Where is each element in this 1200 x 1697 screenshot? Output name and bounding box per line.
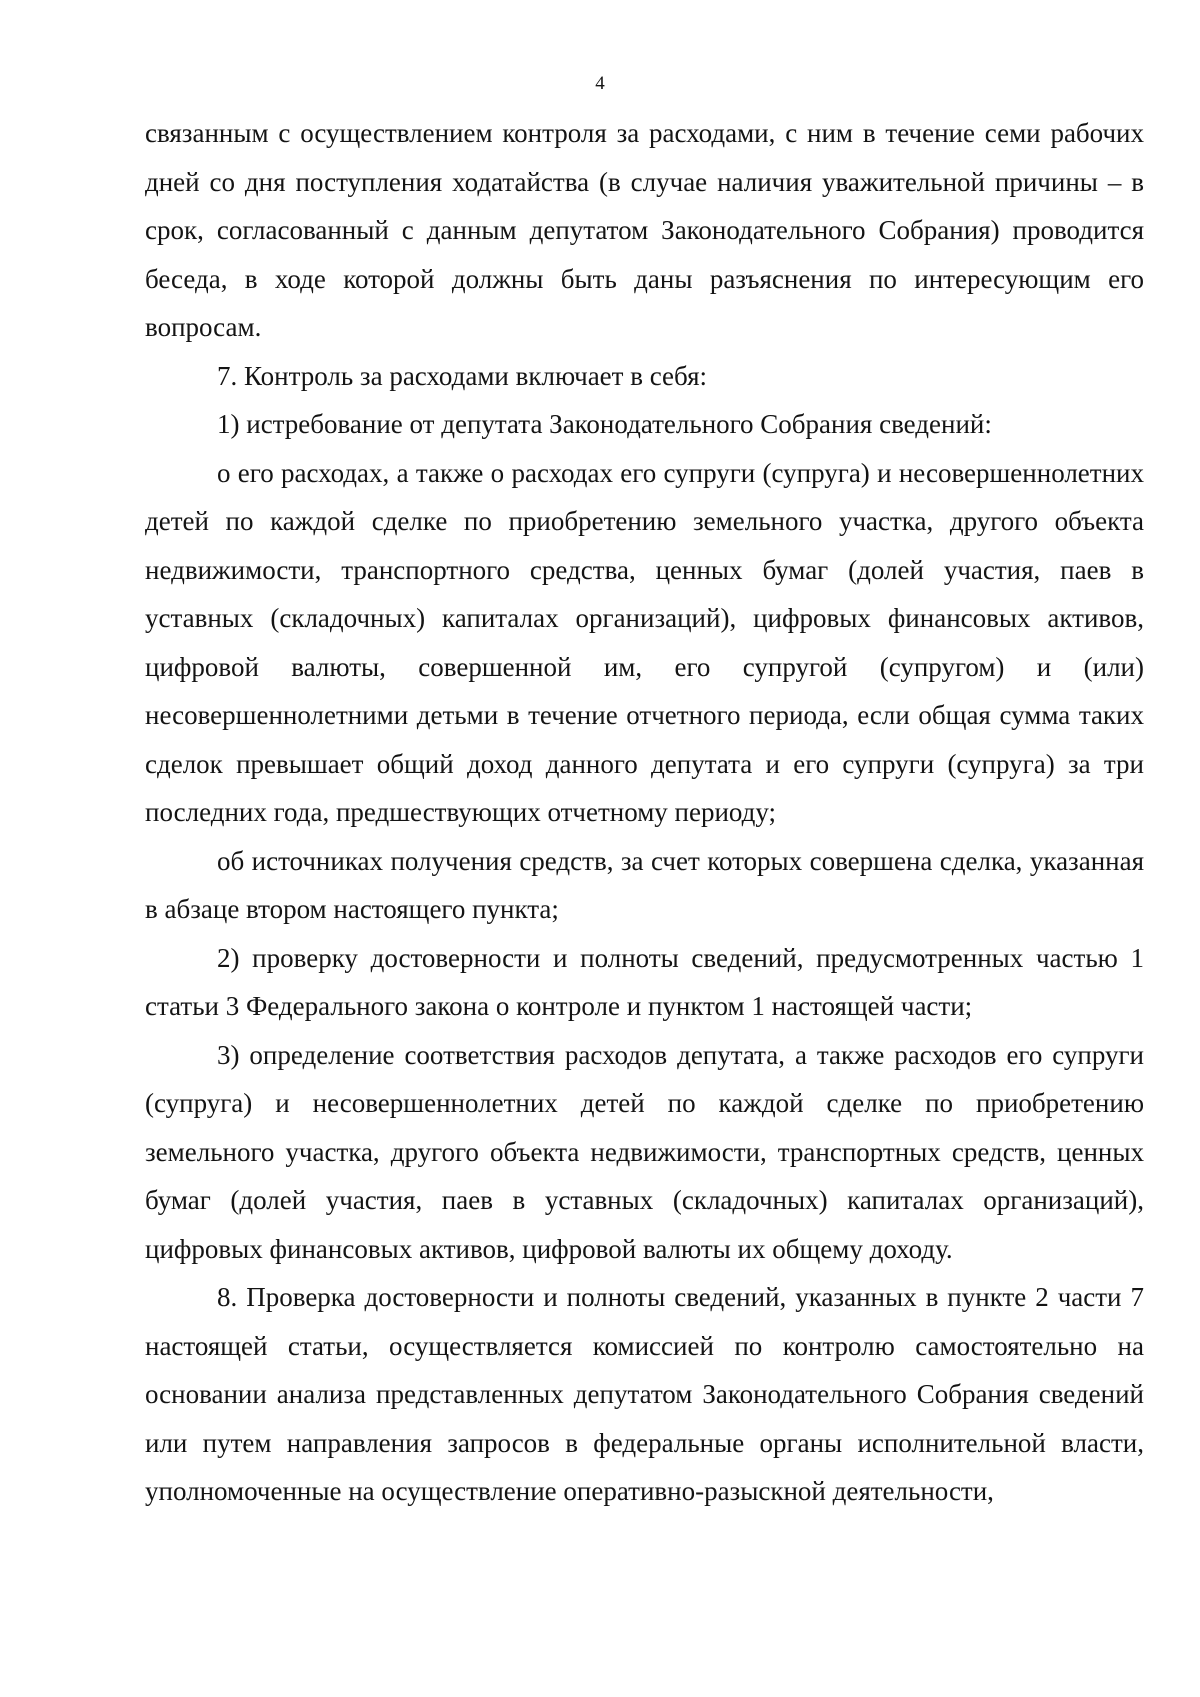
paragraph-item-7-1: 1) истребование от депутата Законодательного Собрания сведений: — [217, 409, 992, 439]
paragraph-item-7-1-sources: об источниках получения средств, за счет которых совершена сделка, указанная в абзаце втором настоящего пункта; — [145, 845, 1144, 924]
paragraph-item-7: 7. Контроль за расходами включает в себя: — [217, 360, 707, 391]
page-number: 4 — [595, 73, 605, 94]
paragraph-item-7-2: 2) проверку достоверности и полноты сведений, предусмотренных частью 1 статьи 3 Федерального закона о контроле и пунктом 1 настоящей части; — [145, 942, 1144, 1021]
document-body — [145, 109, 1144, 1516]
paragraph-item-7-3: 3) определение соответствия расходов депутата, а также расходов его супруги (супруга) и несовершеннолетних детей по каждой сделке по приобретению земельного участка, другого объекта недвижимости, транспортных средств, ценных бумаг (долей участия, паев в уставных (складочных) капиталах организаций), цифровых финансовых активов, цифровой валюты их общему доходу. — [145, 1039, 1144, 1264]
paragraph-item-8: 8. Проверка достоверности и полноты сведений, указанных в пункте 2 части 7 настоящей статьи, осуществляется комиссией по контролю самостоятельно на основании анализа представленных депутатом Законодательного Собрания сведений или путем направления запросов в федеральные органы исполнительной власти, уполномоченные на осуществление оперативно-разыскной деятельности, — [145, 1282, 1144, 1506]
paragraph-item-7-1-expenses: о его расходах, а также о расходах его супруги (супруга) и несовершеннолетних детей по каждой сделке по приобретению земельного участка, другого объекта недвижимости, транспортного средства, ценных бумаг (долей участия, паев в уставных (складочных) капиталах организаций), цифровых финансовых активов, цифровой валюты, совершенной им, его супругой (супругом) и (или) несовершеннолетними детьми в течение отчетного периода, если общая сумма таких сделок превышает общий доход данного депутата и его супруги (супруга) за три последних года, предшествующих отчетному периоду; — [145, 457, 1144, 827]
paragraph-continuation: связанным с осуществлением контроля за расходами, с ним в течение семи рабочих дней со дня поступления ходатайства (в случае наличия уважительной причины – в срок, согласованный с данным депутатом Законодательного Собрания) проводится беседа, в ходе которой должны быть даны разъяснения по интересующим его вопросам. — [145, 118, 1144, 342]
